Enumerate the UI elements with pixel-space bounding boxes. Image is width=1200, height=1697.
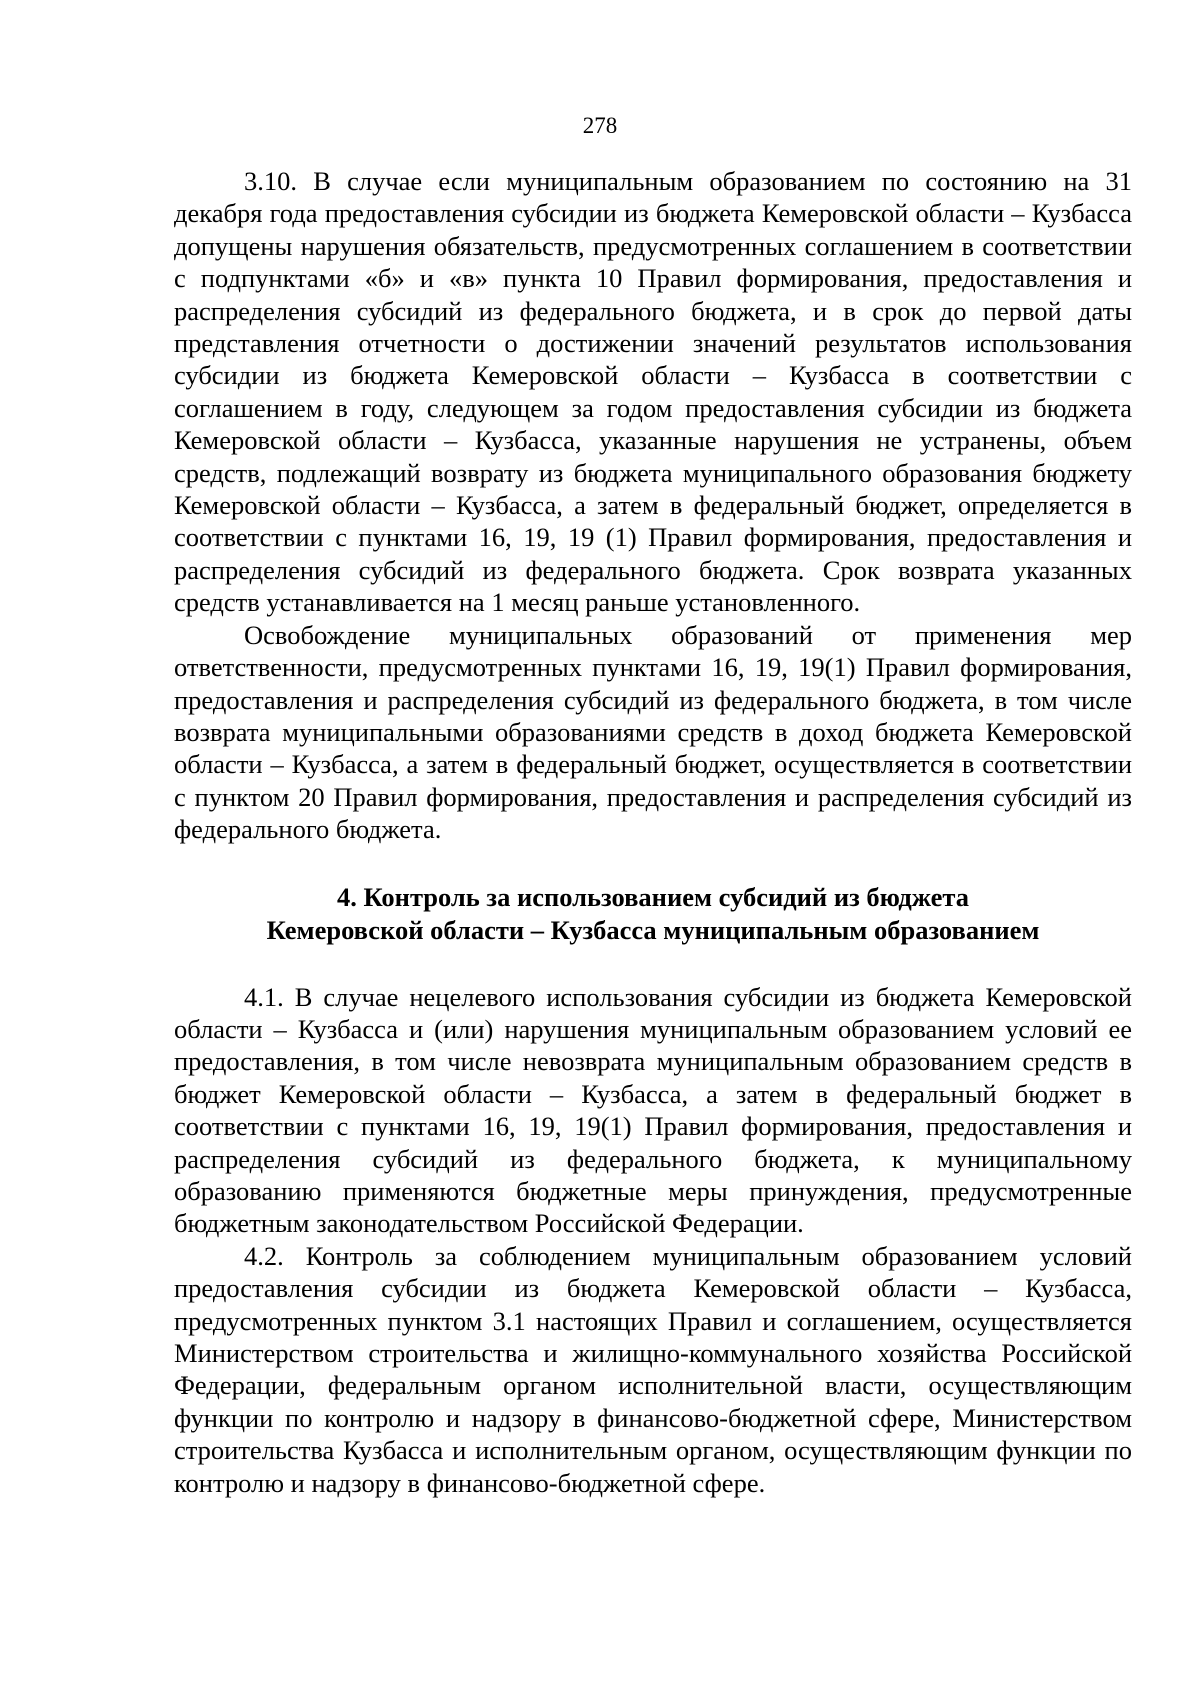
page-number: 278: [582, 113, 618, 138]
section-4-heading-line-1: 4. Контроль за использованием субсидий из бюджета: [337, 881, 969, 912]
section-4-heading-line-2: Кемеровской области – Кузбасса муниципальным образованием: [266, 914, 1040, 945]
section-4-heading: [174, 881, 1132, 947]
paragraph-exemption: Освобождение муниципальных образований от применения мер ответственности, предусмотренных пунктами 16, 19, 19(1) Правил формирования, предоставления и распределения субсидий из федерального бюджета, в том числе возврата муниципальными образованиями средств в доход бюджета Кемеровской области – Кузбасса, а затем в федеральный бюджет, осуществляется в соответствии с пунктом 20 Правил формирования, предоставления и распределения субсидий из федерального бюджета.: [174, 619, 1132, 845]
paragraph-4-2: 4.2. Контроль за соблюдением муниципальным образованием условий предоставления субсидии из бюджета Кемеровской области – Кузбасса, предусмотренных пунктом 3.1 настоящих Правил и соглашением, осуществляется Министерством строительства и жилищно-коммунального хозяйства Российской Федерации, федеральным органом исполнительной власти, осуществляющим функции по контролю и надзору в финансово-бюджетной сфере, Министерством строительства Кузбасса и исполнительным органом, осуществляющим функции по контролю и надзору в финансово-бюджетной сфере.: [174, 1240, 1132, 1498]
paragraph-4-1: 4.1. В случае нецелевого использования субсидии из бюджета Кемеровской области – Кузбасса и (или) нарушения муниципальным образованием условий ее предоставления, в том числе невозврата муниципальным образованием средств в бюджет Кемеровской области – Кузбасса, а затем в федеральный бюджет в соответствии с пунктами 16, 19, 19(1) Правил формирования, предоставления и распределения субсидий из федерального бюджета, к муниципальному образованию применяются бюджетные меры принуждения, предусмотренные бюджетным законодательством Российской Федерации.: [174, 981, 1132, 1239]
document-body: [174, 165, 1132, 1499]
paragraph-3-10: 3.10. В случае если муниципальным образованием по состоянию на 31 декабря года предоставления субсидии из бюджета Кемеровской области – Кузбасса допущены нарушения обязательств, предусмотренных соглашением в соответствии с подпунктами «б» и «в» пункта 10 Правил формирования, предоставления и распределения субсидий из федерального бюджета, и в срок до первой даты представления отчетности о достижении значений результатов использования субсидии из бюджета Кемеровской области – Кузбасса в соответствии с соглашением в году, следующем за годом предоставления субсидии из бюджета Кемеровской области – Кузбасса, указанные нарушения не устранены, объем средств, подлежащий возврату из бюджета муниципального образования бюджету Кемеровской области – Кузбасса, а затем в федеральный бюджет, определяется в соответствии с пунктами 16, 19, 19 (1) Правил формирования, предоставления и распределения субсидий из федерального бюджета. Срок возврата указанных средств устанавливается на 1 месяц раньше установленного.: [174, 166, 1132, 618]
